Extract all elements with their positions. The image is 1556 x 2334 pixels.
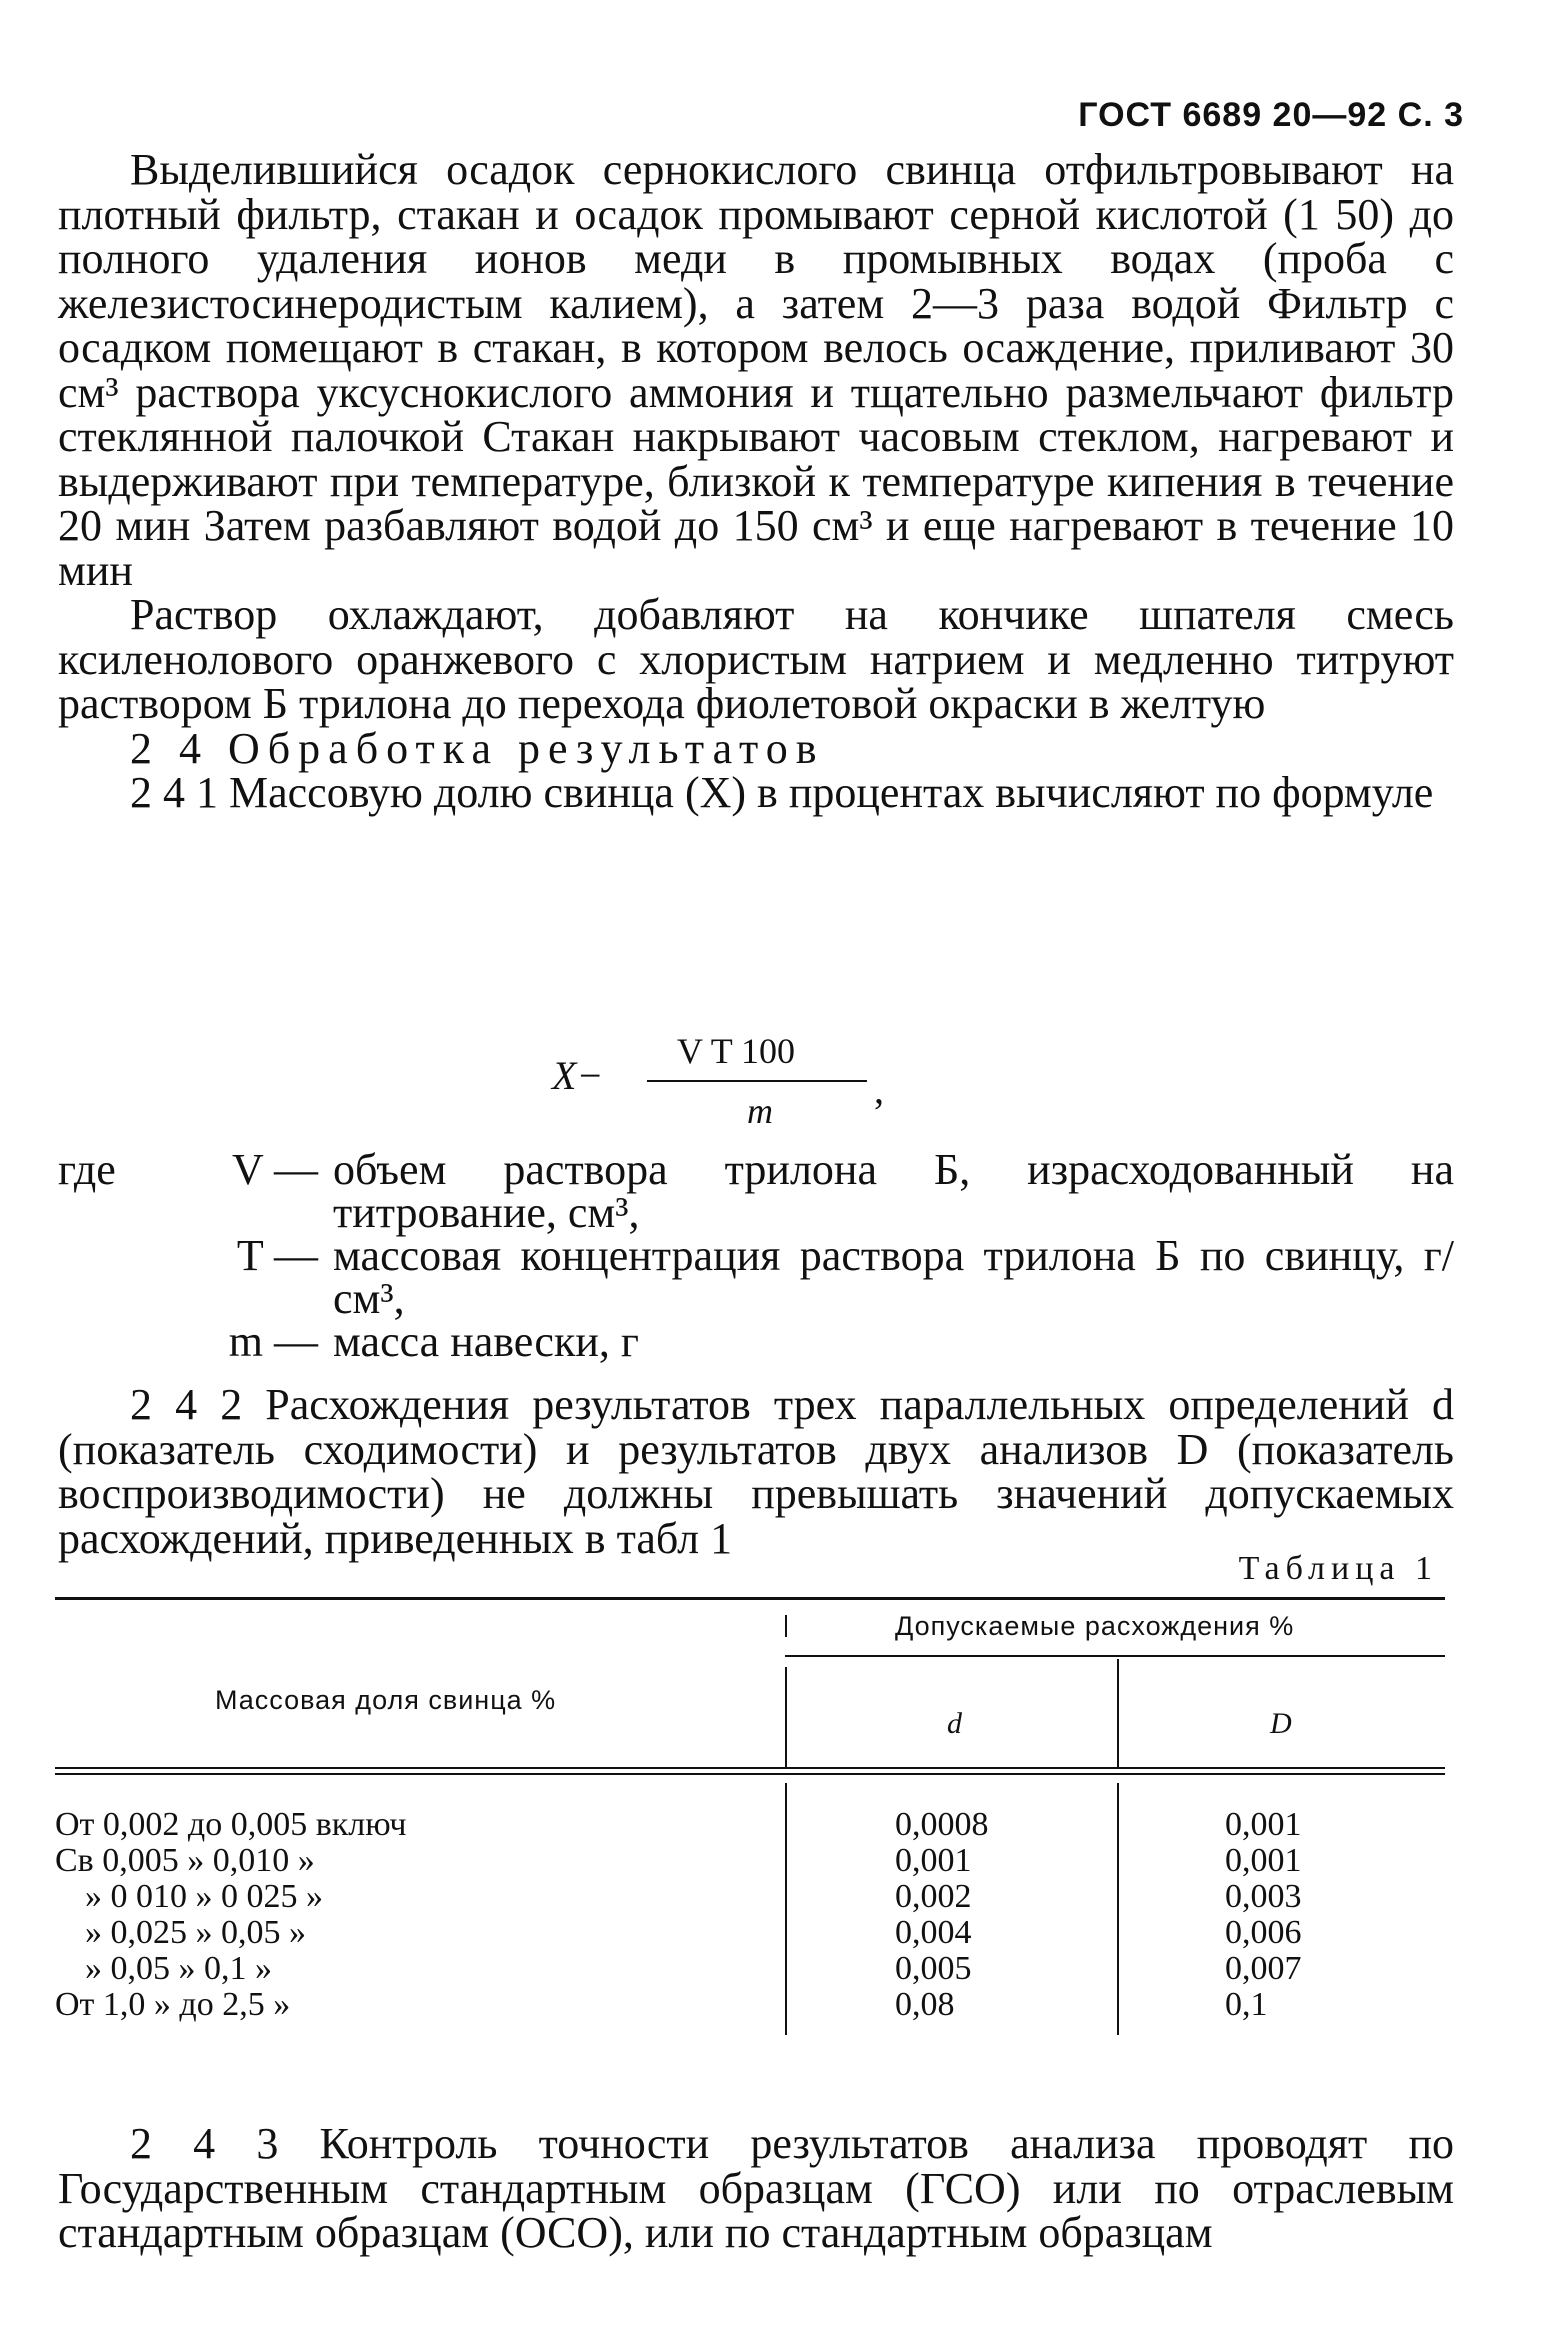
section-heading: 2 4 Обработка результатов: [130, 723, 825, 773]
column-divider: [785, 1667, 787, 1767]
formula-numerator: V T 100: [677, 1031, 796, 1071]
body-text-2: [58, 1380, 1454, 1563]
table-cell-d: 0,005: [895, 1950, 972, 1987]
table-cell-range: » 0 010 » 0 025 »: [85, 1878, 323, 1915]
group-header-rule: [785, 1655, 1445, 1657]
table-top-rule: [55, 1597, 1445, 1600]
column-divider: [785, 1783, 787, 2035]
body-text-3: [58, 2119, 1454, 2257]
table-cell-d: 0,001: [895, 1842, 972, 1879]
d-column: [895, 1807, 1045, 2023]
variable-definitions: [58, 1145, 1454, 1366]
fraction-bar: [647, 1080, 867, 1082]
paragraph-precipitate: Выделившийся осадок сернокислого свинца отфильтровывают на плотный фильтр, стакан и осадок промывают серной кислотой (1 50) до полного удаления ионов меди в промывных водах (проба с железистосинеродистым калием), а затем 2—3 раза водой Фильтр с осадком помещают в стакан, в котором велось осаждение, приливают 30 см³ раствора уксуснокислого аммония и тщательно размельчают фильтр стеклянной палочкой Стакан накрывают часовым стеклом, нагревают и выдерживают при температуре, близкой к температуре кипения в течение 20 мин Затем разбавляют водой до 150 см³ и еще нагревают в течение 10 мин: [58, 145, 1454, 595]
table-caption: Таблица 1: [1238, 1550, 1438, 1587]
paragraph-discrepancies: 2 4 2 Расхождения результатов трех параллельных определений d (показатель сходимости) и результатов двух анализов D (показатель воспроизводимости) не должны превышать значений допускаемых расхождений, приведенных в табл 1: [58, 1380, 1454, 1563]
formula-denominator: m: [747, 1091, 773, 1131]
formula-lhs: X−: [552, 1053, 604, 1098]
column-divider: [785, 1615, 787, 1637]
column-divider: [1117, 1659, 1119, 1767]
definition-text: масса навески, г: [333, 1317, 639, 1366]
table-cell-d: 0,0008: [895, 1806, 989, 1843]
definition-symbol: T —: [236, 1231, 318, 1280]
tolerance-table: [55, 1597, 1445, 2037]
paragraph-accuracy-control: 2 4 3 Контроль точности результатов анализа проводят по Государственным стандартным образцам (ГСО) или по отраслевым стандартным образцам (ОСО), или по стандартным образцам: [58, 2119, 1454, 2257]
table-cell-D: 0,001: [1225, 1842, 1302, 1879]
header-mass-fraction: Массовая доля свинца %: [215, 1685, 557, 1715]
table-cell-D: 0,001: [1225, 1806, 1302, 1843]
formula-comma: ,: [874, 1067, 884, 1112]
table-cell-D: 0,003: [1225, 1878, 1302, 1915]
definition-text: массовая концентрация раствора трилона Б по свинцу, г/см³,: [333, 1231, 1454, 1323]
definition-text: объем раствора трилона Б, израсходованный на титрование, см³,: [333, 1145, 1454, 1237]
table-cell-range: » 0,025 » 0,05 »: [85, 1914, 306, 1951]
table-cell-d: 0,08: [895, 1986, 955, 2023]
definition-row: [58, 1317, 1454, 1366]
paragraph-formula-intro: 2 4 1 Массовую долю свинца (X) в процентах вычисляют по формуле: [130, 768, 1434, 817]
range-column: [55, 1807, 775, 2023]
table-cell-range: От 0,002 до 0,005 включ: [55, 1806, 407, 1843]
header-D: D: [1270, 1707, 1293, 1740]
paragraph-titration: Раствор охлаждают, добавляют на кончике шпателя смесь ксиленолового оранжевого с хлористым натрием и медленно титруют раствором Б трилона до перехода фиолетовой окраски в желтую: [58, 590, 1454, 728]
where-lead: где: [58, 1145, 116, 1194]
definition-row: [58, 1145, 1454, 1237]
body-text: [58, 145, 1454, 817]
definition-row: [58, 1231, 1454, 1323]
D-column: [1225, 1807, 1375, 2023]
table-cell-d: 0,004: [895, 1914, 972, 1951]
mass-fraction-formula: [552, 1030, 912, 1140]
table-cell-range: » 0,05 » 0,1 »: [85, 1950, 272, 1987]
table-cell-D: 0,007: [1225, 1950, 1302, 1987]
running-header: ГОСТ 6689 20—92 С. 3: [1078, 96, 1464, 134]
header-bottom-rule: [55, 1767, 1445, 1769]
definition-symbol: V —: [232, 1145, 318, 1194]
header-tolerances: Допускаемые расхождения %: [895, 1611, 1295, 1641]
table-cell-D: 0,1: [1225, 1986, 1268, 2023]
column-divider: [1117, 1783, 1119, 2035]
header-bottom-rule-2: [55, 1773, 1445, 1775]
definition-symbol: m —: [228, 1317, 318, 1366]
table-cell-range: От 1,0 » до 2,5 »: [55, 1986, 291, 2023]
table-cell-d: 0,002: [895, 1878, 972, 1915]
table-cell-range: Св 0,005 » 0,010 »: [55, 1842, 315, 1879]
table-cell-D: 0,006: [1225, 1914, 1302, 1951]
header-d: d: [947, 1707, 963, 1740]
